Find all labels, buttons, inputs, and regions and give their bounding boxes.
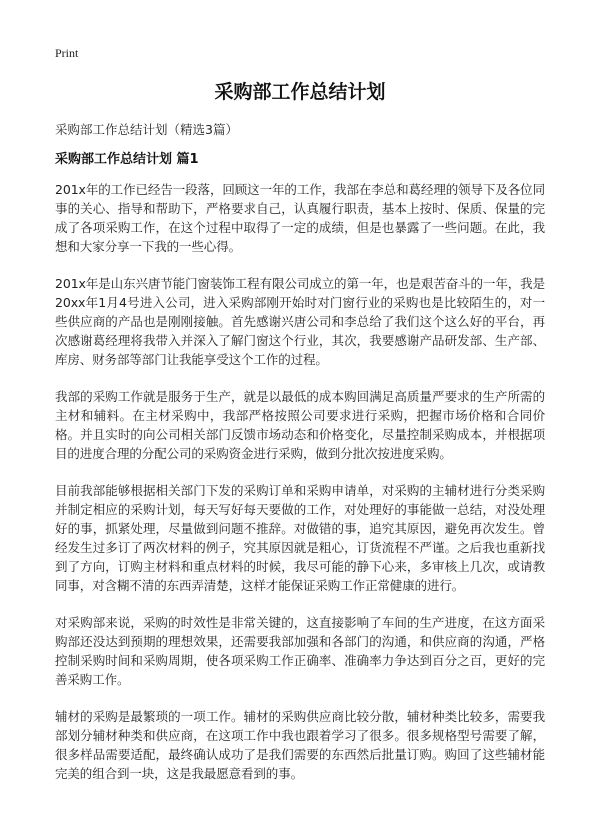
paragraph-3: 我部的采购工作就是服务于生产，就是以最低的成本购回满足高质量严要求的生产所需的主材和辅料。在主材采购中，我部严格按照公司要求进行采购，把握市场价格和合同价格。并且实时的向公司相关部门反馈市场动态和价格变化，尽量控制采购成本，并根据项目的进度合理的分配公司的采购资金进行采购，做到分批次按进度采购。 <box>55 389 545 461</box>
document-subtitle: 采购部工作总结计划（精选3篇） <box>55 122 238 137</box>
section-heading: 采购部工作总结计划 篇1 <box>55 152 199 167</box>
print-label[interactable]: Print <box>55 46 79 60</box>
document-body <box>55 180 545 801</box>
paragraph-5: 对采购部来说，采购的时效性是非常关键的，这直接影响了车间的生产进度，在这方面采购部还没达到预期的理想效果，还需要我部加强和各部门的沟通，和供应商的沟通，严格控制采购时间和采购周期，使各项采购工作正确率、准确率力争达到百分之百，更好的完善采购工作。 <box>55 615 545 687</box>
paragraph-2: 201x年是山东兴唐节能门窗装饰工程有限公司成立的第一年，也是艰苦奋斗的一年，我是20xx年1月4号进入公司，进入采购部刚开始时对门窗行业的采购也是比较陌生的，对一些供应商的产品也是刚刚接触。首先感谢兴唐公司和李总给了我们这个这么好的平台，再次感谢葛经理将我带入并深入了解门窗这个行业，其次，我要感谢产品研发部、生产部、库房、财务部等部门让我能享受这个工作的过程。 <box>55 276 545 367</box>
paragraph-6: 辅材的采购是最繁琐的一项工作。辅材的采购供应商比较分散，辅材种类比较多，需要我部划分辅材种类和供应商，在这项工作中我也跟着学习了很多。很多规格型号需要了解，很多样品需要适配，最终确认成功了是我们需要的东西然后批量订购。购回了这些辅材能完美的组合到一块，这是我最愿意看到的事。 <box>55 709 545 781</box>
paragraph-4: 目前我部能够根据相关部门下发的采购订单和采购申请单，对采购的主辅材进行分类采购并制定相应的采购计划，每天写好每天要做的工作，对处理好的事能做一总结，对没处理好的事，抓紧处理，尽量做到问题不推辞。对做错的事，追究其原因，避免再次发生。曾经发生过多订了两次材料的例子，究其原因就是粗心，订货流程不严谨。之后我也重新找到了方向，订购主材料和重点材料的时候，我尽可能的静下心来，多审核上几次，或请教同事，对含糊不清的东西弄清楚，这样才能保证采购工作正常健康的进行。 <box>55 483 545 593</box>
paragraph-1: 201x年的工作已经告一段落，回顾这一年的工作，我部在李总和葛经理的领导下及各位同事的关心、指导和帮助下，严格要求自己，认真履行职责，基本上按时、保质、保量的完成了各项采购工作，在这个过程中取得了一定的成绩，但是也暴露了一些问题。在此，我想和大家分享一下我的一些心得。 <box>55 182 545 254</box>
document-title: 采购部工作总结计划 <box>214 81 386 103</box>
